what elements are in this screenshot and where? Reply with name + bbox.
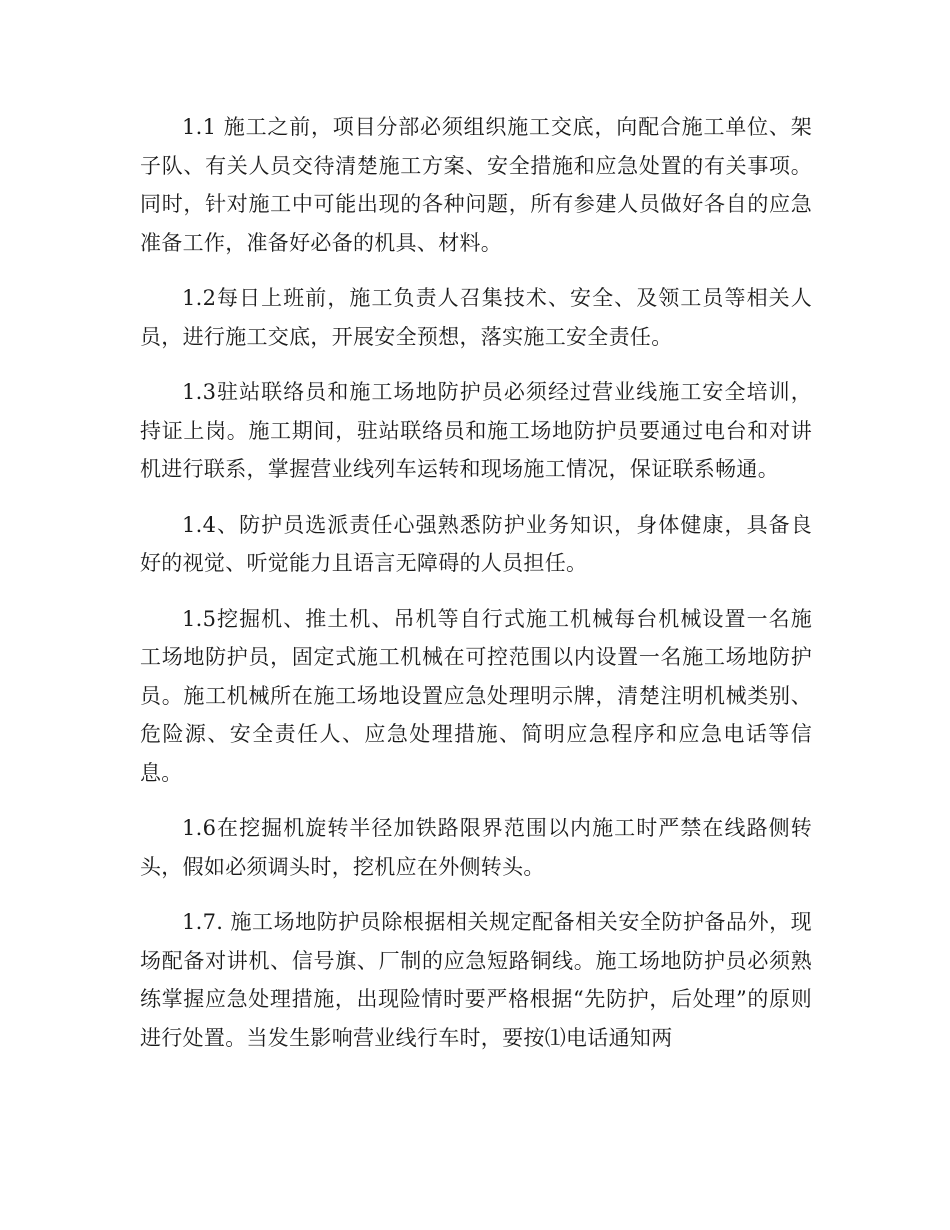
paragraph-1-6: 1.6在挖掘机旋转半径加铁路限界范围以内施工时严禁在线路侧转头，假如必须调头时，挖机应在外侧转头。 xyxy=(140,816,812,879)
paragraph-1-5: 1.5挖掘机、推土机、吊机等自行式施工机械每台机械设置一名施工场地防护员，固定式施工机械在可控范围以内设置一名施工场地防护员。施工机械所在施工场地设置应急处理明示牌，清楚注明机械类别、危险源、安全责任人、应急处理措施、简明应急程序和应急电话等信息。 xyxy=(140,606,812,785)
paragraph-1-3: 1.3驻站联络员和施工场地防护员必须经过营业线施工安全培训，持证上岗。施工期间，驻站联络员和施工场地防护员要通过电台和对讲机进行联系，掌握营业线列车运转和现场施工情况，保证联系畅通。 xyxy=(140,380,812,481)
document-body xyxy=(140,108,812,1074)
paragraph-1-4: 1.4、防护员选派责任心强熟悉防护业务知识，身体健康，具备良好的视觉、听觉能力且语言无障碍的人员担任。 xyxy=(140,512,812,575)
paragraph-1-7: 1.7. 施工场地防护员除根据相关规定配备相关安全防护备品外，现场配备对讲机、信号旗、厂制的应急短路铜线。施工场地防护员必须熟练掌握应急处理措施，出现险情时要严格根据“先防护，后处理”的原则进行处置。当发生影响营业线行车时，要按⑴电话通知两 xyxy=(140,910,812,1050)
paragraph-1-2: 1.2每日上班前，施工负责人召集技术、安全、及领工员等相关人员，进行施工交底，开展安全预想，落实施工安全责任。 xyxy=(140,286,812,349)
paragraph-1-1: 1.1 施工之前，项目分部必须组织施工交底，向配合施工单位、架子队、有关人员交待清楚施工方案、安全措施和应急处置的有关事项。同时，针对施工中可能出现的各种问题，所有参建人员做好各自的应急准备工作，准备好必备的机具、材料。 xyxy=(140,115,812,255)
